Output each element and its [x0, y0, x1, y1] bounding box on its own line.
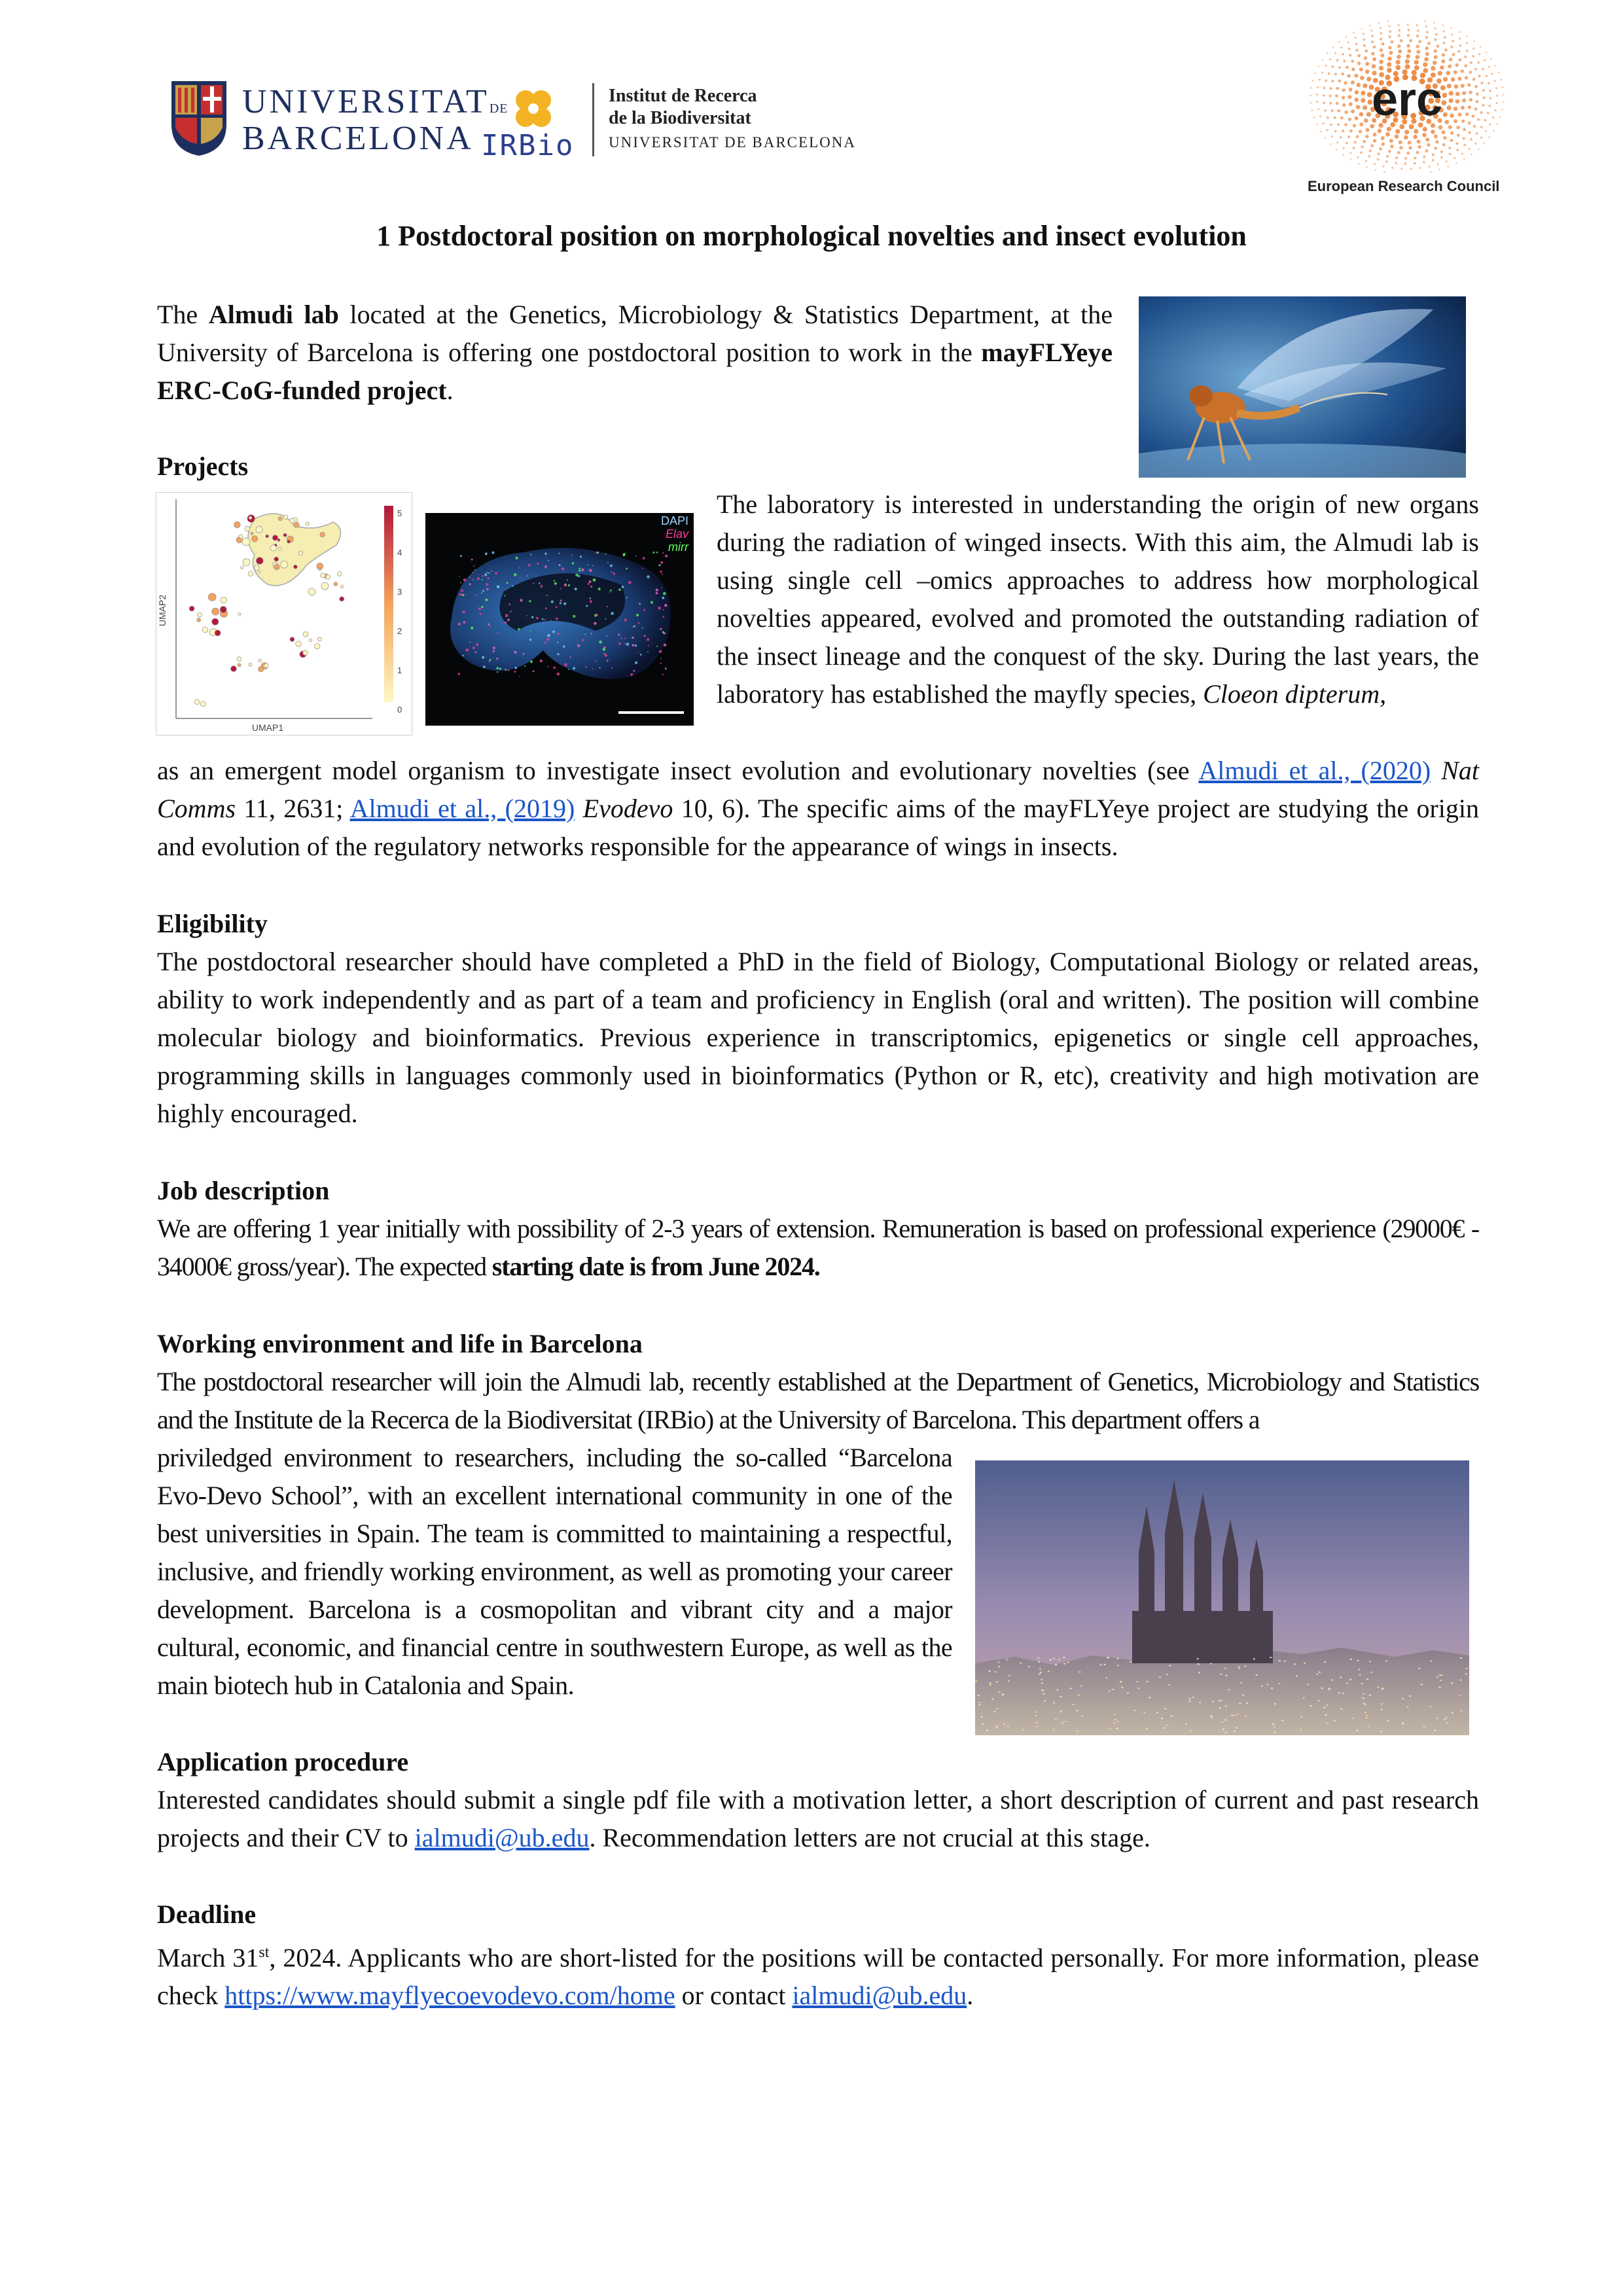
page-title: 1 Postdoctoral position on morphological novelties and insect evolution	[376, 220, 1247, 252]
reference-link-2020[interactable]: Almudi et al., (2020)	[1198, 756, 1431, 785]
application-heading: Application procedure	[157, 1747, 409, 1776]
erc-wordmark: erc	[1371, 73, 1443, 126]
eligibility-paragraph: The postdoctoral researcher should have completed a PhD in the field of Biology, Computational Biology or related areas, ability to work independently and as part of a team and proficiency in English (oral and written). The position will combine molecular biology and bioinformatics. Previous experience in transcriptomics, epigenetics or single cell approaches, programming skills in languages commonly used in bioinformatics (Python or R, etc), creativity and high motivation are highly encouraged.	[157, 947, 1479, 1128]
umap-y-label: UMAP2	[157, 594, 168, 627]
colorbar-tick: 1	[397, 665, 402, 675]
colorbar-tick: 5	[397, 508, 402, 518]
job-paragraph: We are offering 1 year initially with possibility of 2-3 years of extension. Remuneration is based on professional experience (29000€ - 34000€ gross/year). The expected starting date is from June 2024.	[157, 1214, 1479, 1281]
projects-heading: Projects	[157, 451, 249, 481]
mayfly-photo	[1139, 296, 1466, 478]
umap-figure	[156, 492, 412, 735]
eligibility-heading: Eligibility	[157, 909, 268, 938]
irbio-wordmark: IRBio	[481, 129, 575, 162]
job-heading: Job description	[157, 1176, 330, 1205]
application-paragraph: Interested candidates should submit a single pdf file with a motivation letter, a short description of current and past research projects and their CV to ialmudi@ub.edu. Recommendation letters are not crucial at this stage.	[157, 1785, 1479, 1852]
email-link-deadline[interactable]: ialmudi@ub.edu	[792, 1981, 967, 2011]
colorbar-tick: 4	[397, 548, 402, 557]
irbio-line3: UNIVERSITAT DE BARCELONA	[609, 134, 856, 150]
microscopy-figure	[425, 513, 694, 726]
reference-link-2019[interactable]: Almudi et al., (2019)	[349, 794, 575, 823]
website-link[interactable]: https://www.mayflyecoevodevo.com/home	[224, 1981, 675, 2011]
university-of-barcelona-logo	[169, 79, 508, 164]
irbio-logo	[474, 82, 874, 164]
colorbar-tick: 3	[397, 587, 402, 597]
microscopy-label-dapi: DAPI	[660, 514, 688, 527]
projects-paragraph-part2: as an emergent model organism to investigate insect evolution and evolutionary novelties (see Almudi et al., (2020) Nat Comms 11, 2631; Almudi et al., (2019) Evodevo 10, 6). The specific aims of the mayFLYeye project are studying the origin and evolution of the regulatory networks responsible for the appearance of wings in insects.	[157, 756, 1480, 861]
environment-paragraph-part2: priviledged environment to researchers, including the so-called “Barcelona Evo-Devo School”, with an excellent international community in one of the best universities in Spain. The team is committed to maintaining a respectful, inclusive, and friendly working environment, as well as promoting your career development. Barcelona is a cosmopolitan and vibrant city and a major cultural, economic, and financial centre in southwestern Europe, as well as the main biotech hub in Catalonia and Spain.	[157, 1443, 952, 1700]
erc-dots-icon	[1302, 18, 1512, 175]
intro-paragraph: The Almudi lab located at the Genetics, Microbiology & Statistics Department, at the University of Barcelona is offering one postdoctoral position to work in the mayFLYeye ERC-CoG-funded project.	[157, 300, 1113, 405]
deadline-heading: Deadline	[157, 1899, 257, 1929]
ub-seal-icon	[169, 79, 229, 157]
ub-logo-line2: BARCELONA	[242, 120, 474, 157]
deadline-paragraph: March 31st, 2024. Applicants who are short-listed for the positions will be contacted personally. For more information, please check https://www.mayflyecoevodevo.com/home or contact ialmudi@ub.edu.	[157, 1943, 1479, 2011]
irbio-line2: de la Biodiversitat	[609, 108, 751, 128]
barcelona-photo	[975, 1460, 1469, 1735]
email-link-application[interactable]: ialmudi@ub.edu	[414, 1823, 590, 1852]
environment-heading: Working environment and life in Barcelona	[157, 1329, 643, 1358]
irbio-divider	[592, 83, 594, 156]
colorbar-tick: 2	[397, 626, 402, 636]
erc-logo	[1302, 18, 1512, 202]
umap-x-label: UMAP1	[251, 722, 284, 733]
ub-logo-line1: UNIVERSITATDE	[242, 83, 508, 120]
colorbar-tick: 0	[397, 705, 402, 715]
environment-paragraph-part1: The postdoctoral researcher will join the Almudi lab, recently established at the Department of Genetics, Microbiology and Statistics and the Institute de la Recerca de la Biodiversitat (IRBio) at the University of Barcelona. This department offers a	[157, 1367, 1479, 1434]
projects-paragraph-part1: The laboratory is interested in understanding the origin of new organs during the radiation of winged insects. With this aim, the Almudi lab is using single cell –omics approaches to address how morphological novelties appeared, evolved and promoted the outstanding radiation of the insect lineage and the conquest of the sky. During the last years, the laboratory has established the mayfly species, Cloeon dipterum,	[717, 489, 1479, 709]
irbio-line1: Institut de Recerca	[609, 86, 757, 106]
microscopy-label-elav: Elav	[665, 527, 688, 540]
microscopy-label-mirr: mirr	[668, 540, 688, 554]
erc-caption: European Research Council	[1308, 178, 1500, 194]
irbio-flower-icon	[507, 87, 560, 133]
